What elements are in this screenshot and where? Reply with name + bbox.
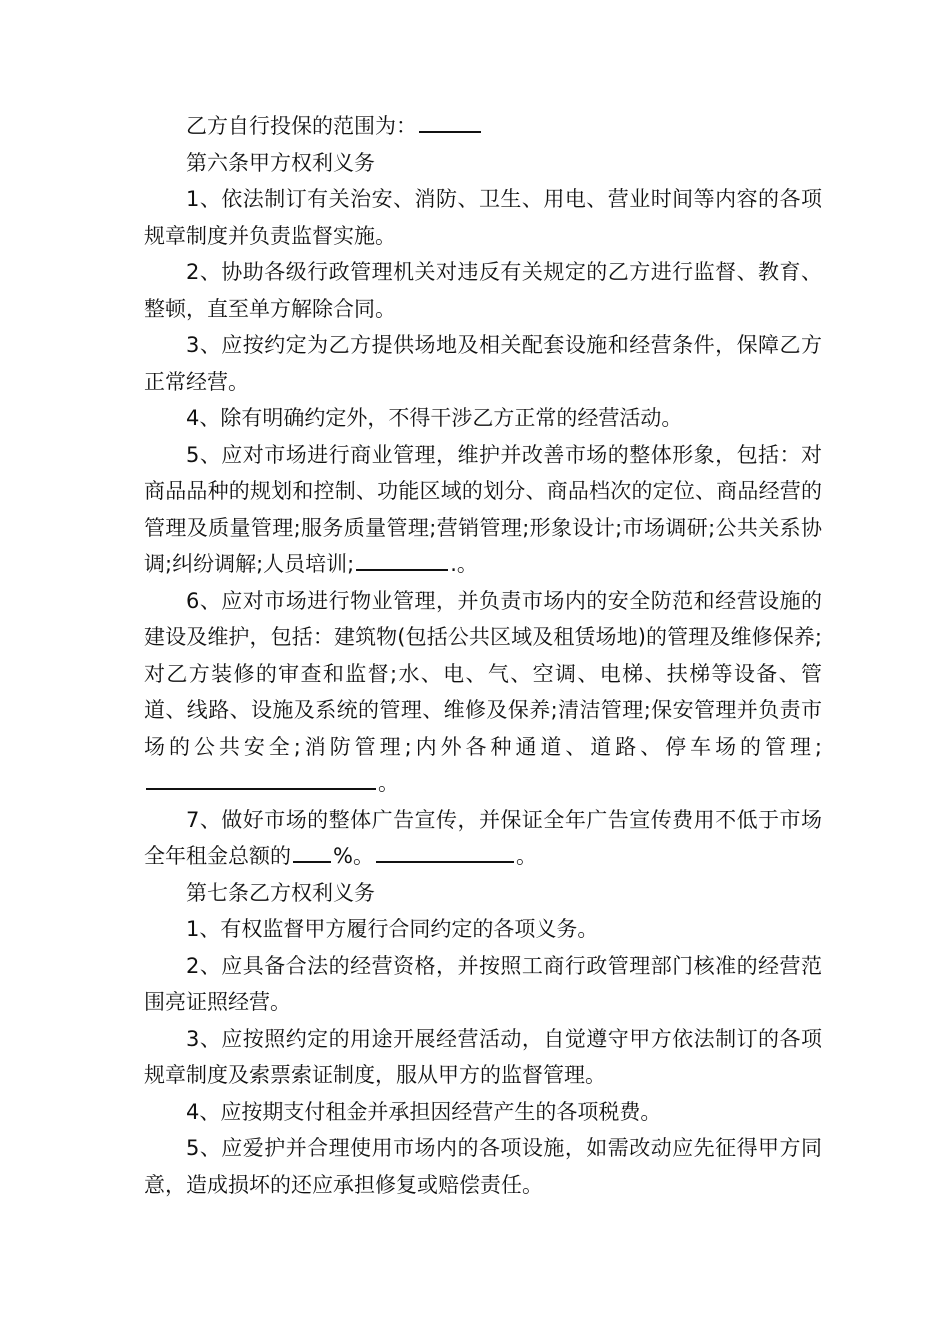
article-six-item-3: 3、应按约定为乙方提供场地及相关配套设施和经营条件，保障乙方正常经营。	[144, 333, 822, 394]
article-six-item-1: 1、依法制订有关治安、消防、卫生、用电、营业时间等内容的各项规章制度并负责监督实施。	[144, 187, 822, 248]
article-seven-item-1: 1、有权监督甲方履行合同约定的各项义务。	[186, 917, 599, 941]
fill-in-blank	[376, 839, 514, 863]
article-six-item-4: 4、除有明确约定外，不得干涉乙方正常的经营活动。	[186, 406, 683, 430]
article-six-item-5-text: 5、应对市场进行商业管理，维护并改善市场的整体形象，包括：对商品品种的规划和控制、功能区域的划分、商品档次的定位、商品经营的管理及质量管理;服务质量管理;营销管理;形象设计;市场调研;公共关系协调;纠纷调解;人员培训;	[144, 442, 822, 576]
article-seven-heading: 第七条乙方权利义务	[186, 880, 375, 905]
article-seven-item-5: 5、应爱护并合理使用市场内的各项设施，如需改动应先征得甲方同意，造成损坏的还应承担修复或赔偿责任。	[144, 1136, 822, 1197]
article-six-item-5	[144, 437, 822, 583]
percent-sign: %。	[333, 844, 374, 868]
document-page	[144, 108, 822, 1203]
fill-in-blank	[419, 109, 481, 133]
article-six-item-6	[144, 583, 822, 802]
article-six-item-2: 2、协助各级行政管理机关对违反有关规定的乙方进行监督、教育、整顿，直至单方解除合同。	[144, 260, 822, 321]
article-six-item-6-end: 。	[378, 771, 399, 795]
article-seven-item-4: 4、应按期支付租金并承担因经营产生的各项税费。	[186, 1099, 662, 1124]
insurance-scope-text: 乙方自行投保的范围为：	[186, 114, 417, 138]
article-six-item-6-text: 6、应对市场进行物业管理，并负责市场内的安全防范和经营设施的建设及维护，包括：建筑物(包括公共区域及租赁场地)的管理及维修保养;对乙方装修的审查和监督;水、电、气、空调、电梯、扶梯等设备、管道、线路、设施及系统的管理、维修及保养;清洁管理;保安管理并负责市场的公共安全;消防管理;内外各种通道、道路、停车场的管理;	[144, 588, 822, 759]
insurance-scope-line	[144, 108, 822, 145]
article-six-item-7-end: 。	[515, 844, 537, 868]
article-seven-item-3: 3、应按照约定的用途开展经营活动，自觉遵守甲方依法制订的各项规章制度及索票索证制度，服从甲方的监督管理。	[144, 1026, 822, 1087]
article-six-item-7-text: 7、做好市场的整体广告宣传，并保证全年广告宣传费用不低于市场全年租金总额的	[144, 807, 822, 868]
article-six-heading: 第六条甲方权利义务	[186, 150, 375, 175]
article-six-item-5-end: .。	[450, 552, 478, 576]
article-seven-item-2: 2、应具备合法的经营资格，并按照工商行政管理部门核准的经营范围亮证照经营。	[144, 953, 822, 1014]
fill-in-blank	[146, 766, 376, 790]
percent-blank	[293, 839, 331, 863]
article-six-item-7	[144, 802, 822, 875]
fill-in-blank	[356, 547, 448, 571]
